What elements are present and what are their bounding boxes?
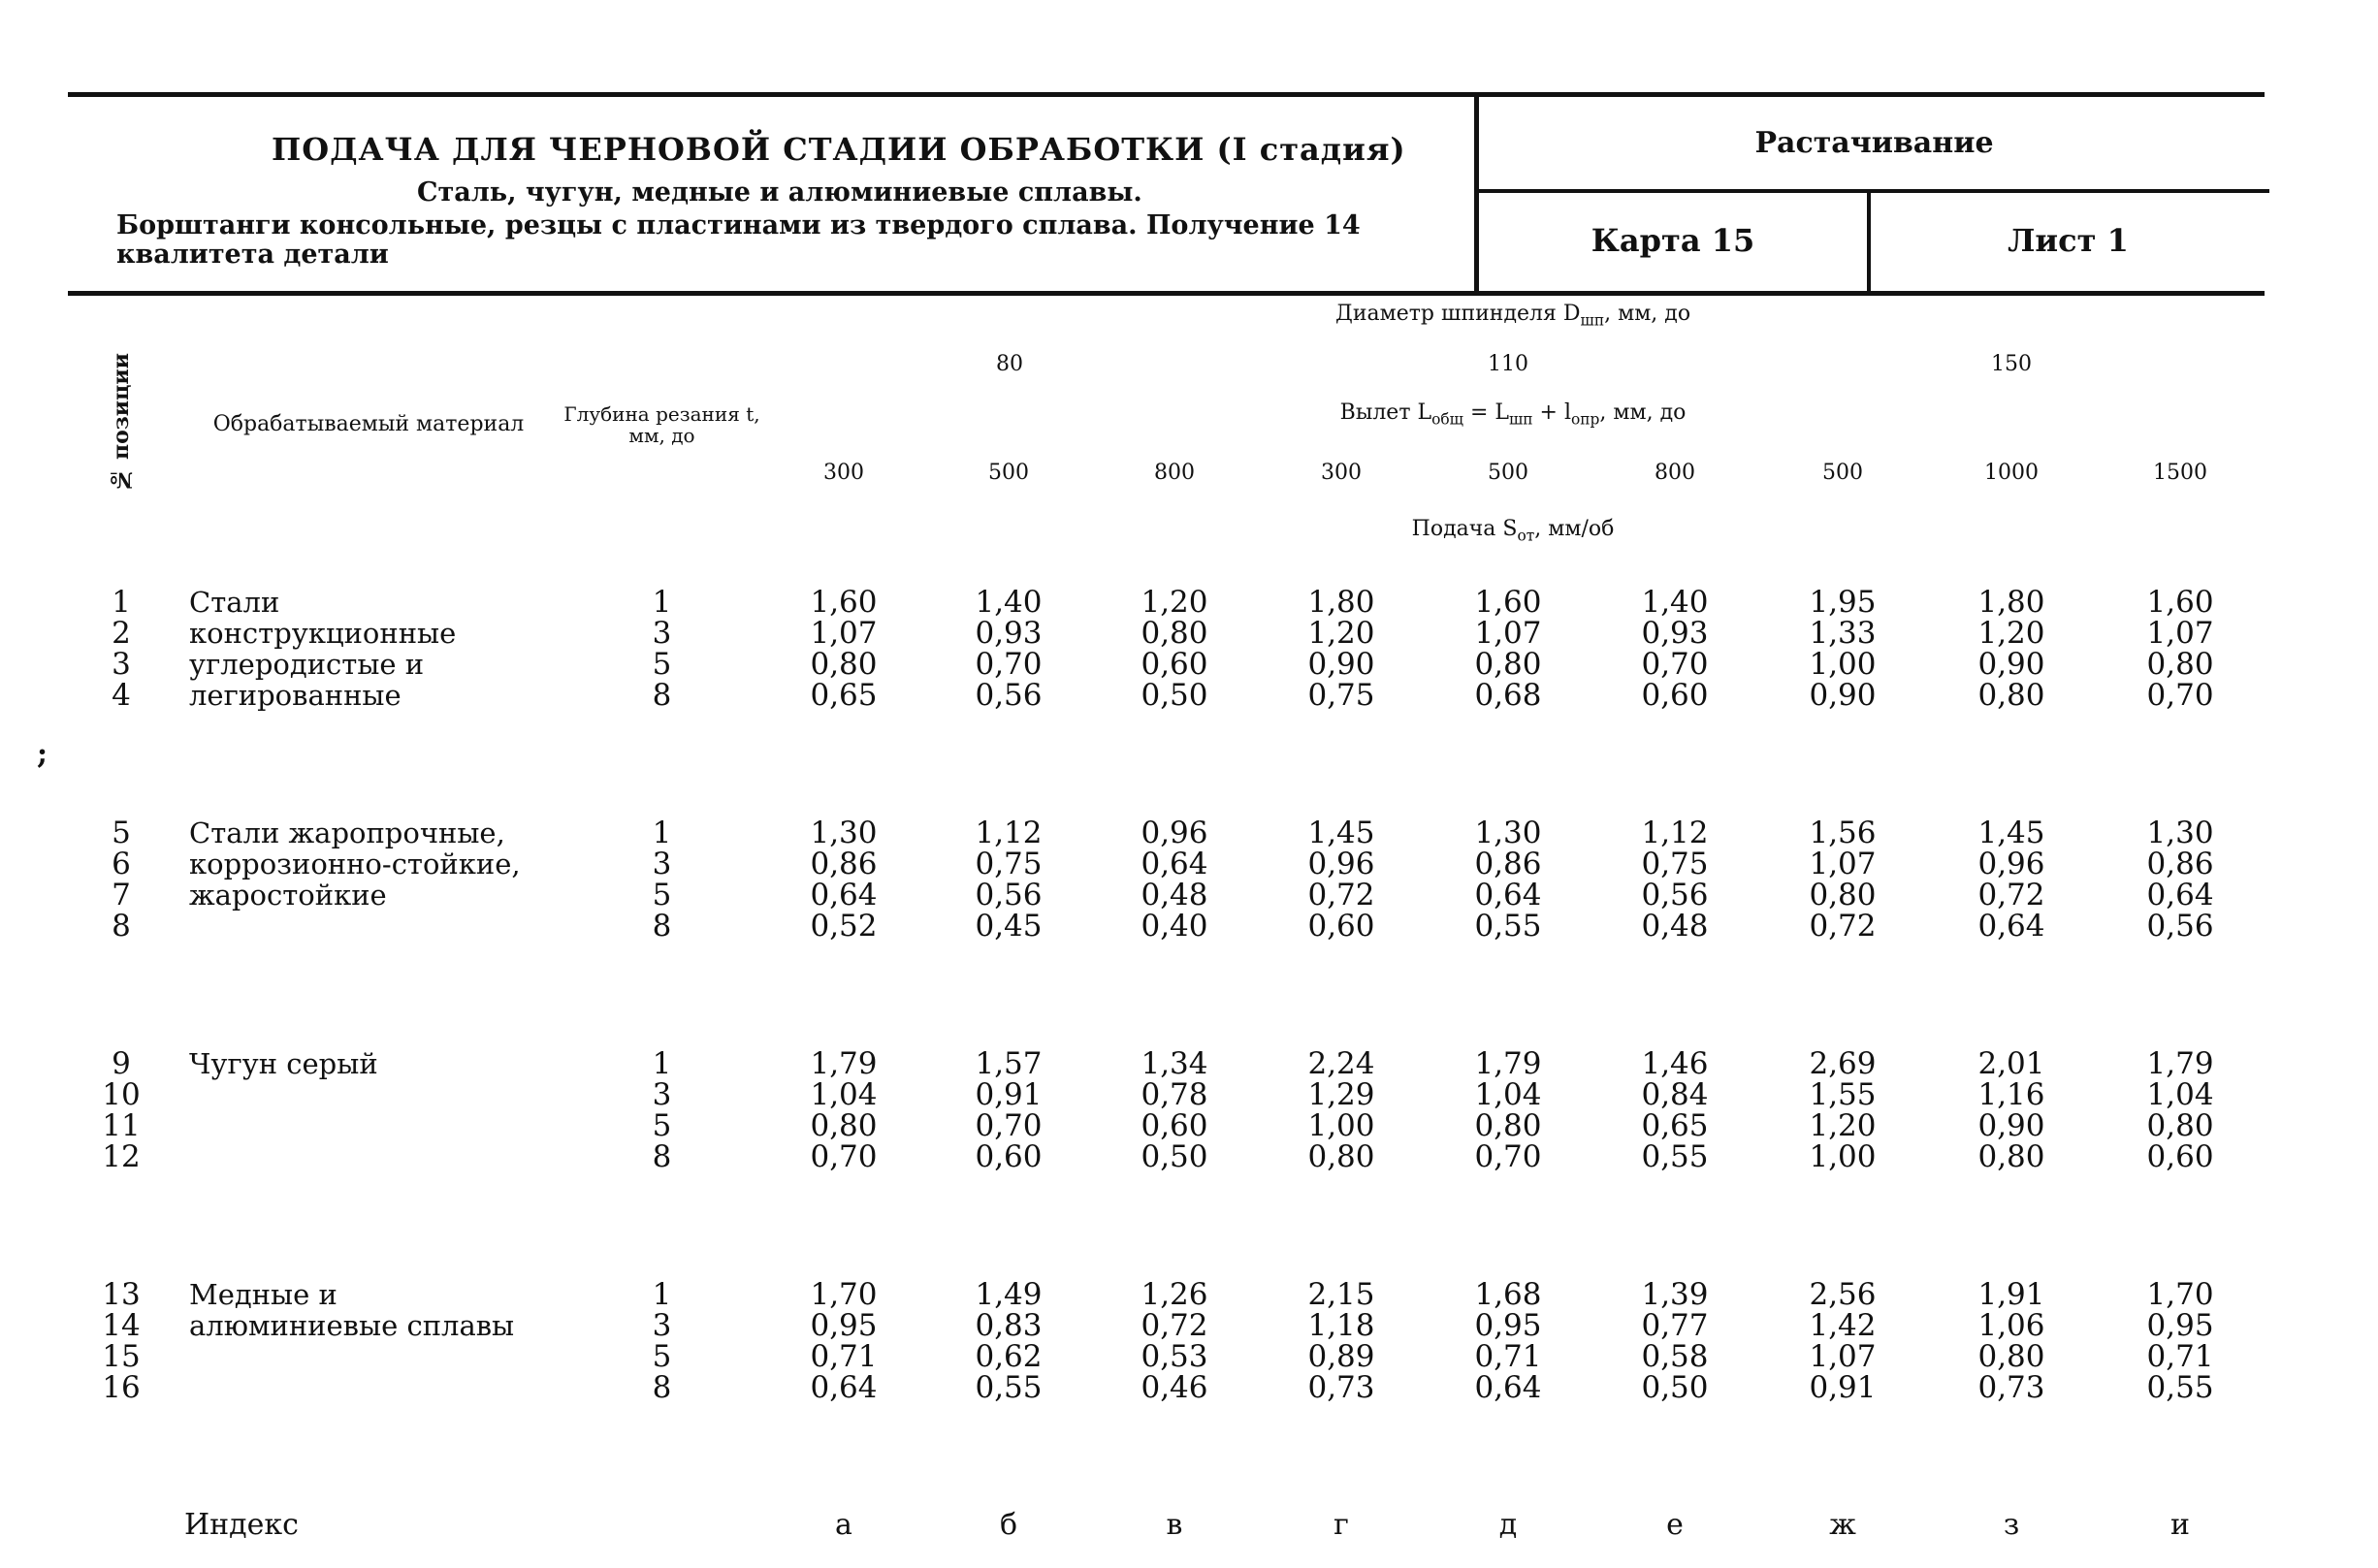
spindle-diameter-150: 150 <box>1991 351 2033 376</box>
header-title-block <box>68 97 1464 291</box>
feed-values: 2,01 1,16 0,90 0,80 <box>1977 1046 2045 1174</box>
position-numbers: 5 6 7 8 <box>112 816 131 944</box>
feed-values: 2,24 1,29 1,00 0,80 <box>1307 1046 1375 1174</box>
table-row-group <box>68 1250 2265 1481</box>
feed-values: 1,49 0,83 0,62 0,55 <box>975 1277 1043 1405</box>
feed-values: 1,60 1,07 0,80 0,68 <box>1474 585 1542 713</box>
page-title: ПОДАЧА ДЛЯ ЧЕРНОВОЙ СТАДИИ ОБРАБОТКИ (I стадия) <box>272 131 1406 168</box>
overhang-value: 500 <box>988 461 1029 485</box>
index-letter: д <box>1498 1507 1518 1542</box>
sheet-number: Лист 1 <box>2008 221 2129 259</box>
material-header: Обрабатываемый материал <box>212 412 525 436</box>
depth-values: 1 3 5 8 <box>652 1277 672 1405</box>
position-numbers: 13 14 15 16 <box>102 1277 141 1405</box>
table-row-group <box>68 1019 2265 1250</box>
index-letter: е <box>1666 1507 1684 1542</box>
operation-name: Растачивание <box>1479 97 2269 193</box>
overhang-value: 500 <box>1488 461 1528 485</box>
feed-values: 1,40 0,93 0,70 0,56 <box>975 585 1043 713</box>
feed-header: Подача $S_{от}$, мм/об <box>1411 517 1615 545</box>
overhang-value: 1500 <box>2153 461 2208 485</box>
depth-values: 1 3 5 8 <box>652 1046 672 1174</box>
depth-values: 1 3 5 8 <box>652 816 672 944</box>
feed-values: 2,69 1,55 1,20 1,00 <box>1809 1046 1877 1174</box>
feed-values: 1,70 0,95 0,71 0,64 <box>810 1277 878 1405</box>
feed-values: 1,30 0,86 0,64 0,52 <box>810 816 878 944</box>
materials-subtitle: Сталь, чугун, медные и алюминиевые сплавы. <box>417 177 1142 208</box>
feed-values: 1,80 1,20 0,90 0,75 <box>1307 585 1375 713</box>
spindle-diameter-header: Диаметр шпинделя $D_{шп}$, мм, до <box>1334 301 1691 330</box>
index-letter: и <box>2170 1507 2191 1542</box>
feed-values: 1,68 0,95 0,71 0,64 <box>1474 1277 1542 1405</box>
overhang-header: Вылет $L_{общ} = L_{шп} + l_{опр}$, мм, до <box>1339 400 1687 429</box>
feed-values: 1,79 1,04 0,80 0,70 <box>810 1046 878 1174</box>
feed-values: 2,56 1,42 1,07 0,91 <box>1809 1277 1877 1405</box>
material-name: Медные и алюминиевые сплавы <box>189 1278 515 1342</box>
material-name: Стали жаропрочные, коррозионно-стойкие, жаростойкие <box>189 816 521 912</box>
card-header <box>68 92 2265 296</box>
index-letter: з <box>2003 1507 2020 1542</box>
overhang-value: 300 <box>823 461 864 485</box>
overhang-value: 1000 <box>1984 461 2039 485</box>
feed-values: 1,46 0,84 0,65 0,55 <box>1641 1046 1709 1174</box>
overhang-value: 800 <box>1154 461 1195 485</box>
index-letter: а <box>835 1507 852 1542</box>
overhang-value: 300 <box>1321 461 1362 485</box>
feed-values: 1,20 0,80 0,60 0,50 <box>1141 585 1208 713</box>
overhang-value: 800 <box>1655 461 1695 485</box>
position-numbers: 9 10 11 12 <box>102 1046 141 1174</box>
spindle-diameter-80: 80 <box>996 351 1023 376</box>
feed-values: 1,30 0,86 0,64 0,56 <box>2146 816 2214 944</box>
feed-values: 1,45 0,96 0,72 0,60 <box>1307 816 1375 944</box>
depth-header: Глубина резания t, мм, до <box>563 401 760 447</box>
feed-values: 1,79 1,04 0,80 0,60 <box>2146 1046 2214 1174</box>
table-row-group <box>68 788 2265 1019</box>
feed-values: 1,79 1,04 0,80 0,70 <box>1474 1046 1542 1174</box>
feed-values: 1,45 0,96 0,72 0,64 <box>1977 816 2045 944</box>
feed-values: 1,70 0,95 0,71 0,55 <box>2146 1277 2214 1405</box>
index-label: Индекс <box>184 1507 299 1542</box>
material-name: Чугун серый <box>189 1047 378 1080</box>
feed-values: 1,34 0,78 0,60 0,50 <box>1141 1046 1208 1174</box>
feed-values: 0,96 0,64 0,48 0,40 <box>1141 816 1208 944</box>
index-letter: б <box>999 1507 1018 1542</box>
feed-values: 1,56 1,07 0,80 0,72 <box>1809 816 1877 944</box>
feed-values: 1,39 0,77 0,58 0,50 <box>1641 1277 1709 1405</box>
feed-values: 2,15 1,18 0,89 0,73 <box>1307 1277 1375 1405</box>
header-info-block <box>1474 97 2269 291</box>
position-header: № позиции <box>109 352 134 493</box>
index-row <box>68 1481 2265 1568</box>
feed-values: 1,95 1,33 1,00 0,90 <box>1809 585 1877 713</box>
feed-values: 1,80 1,20 0,90 0,80 <box>1977 585 2045 713</box>
feed-values: 1,12 0,75 0,56 0,48 <box>1641 816 1709 944</box>
feed-values: 1,60 1,07 0,80 0,70 <box>2146 585 2214 713</box>
feed-values: 1,12 0,75 0,56 0,45 <box>975 816 1043 944</box>
tooling-description: Борштанги консольные, резцы с пластинами из твердого сплава. Получение 14 квалитета детали <box>116 210 1361 270</box>
position-numbers: 1 2 3 4 <box>112 585 131 713</box>
index-letter: г <box>1334 1507 1349 1542</box>
feed-values: 1,60 1,07 0,80 0,65 <box>810 585 878 713</box>
overhang-value: 500 <box>1822 461 1863 485</box>
feed-values: 1,30 0,86 0,64 0,55 <box>1474 816 1542 944</box>
feed-values: 1,26 0,72 0,53 0,46 <box>1141 1277 1208 1405</box>
table-row-group <box>68 558 2265 788</box>
index-letter: в <box>1166 1507 1183 1542</box>
margin-mark: ; <box>37 737 48 771</box>
card-number: Карта 15 <box>1479 189 1871 291</box>
feed-values: 1,57 0,91 0,70 0,60 <box>975 1046 1043 1174</box>
depth-values: 1 3 5 8 <box>652 585 672 713</box>
spindle-diameter-110: 110 <box>1488 351 1528 376</box>
index-letter: ж <box>1829 1507 1856 1542</box>
feed-values: 1,40 0,93 0,70 0,60 <box>1641 585 1709 713</box>
feed-values: 1,91 1,06 0,80 0,73 <box>1977 1277 2045 1405</box>
material-name: Стали конструкционные углеродистые и легированные <box>189 586 457 712</box>
feed-table <box>68 291 2265 1568</box>
